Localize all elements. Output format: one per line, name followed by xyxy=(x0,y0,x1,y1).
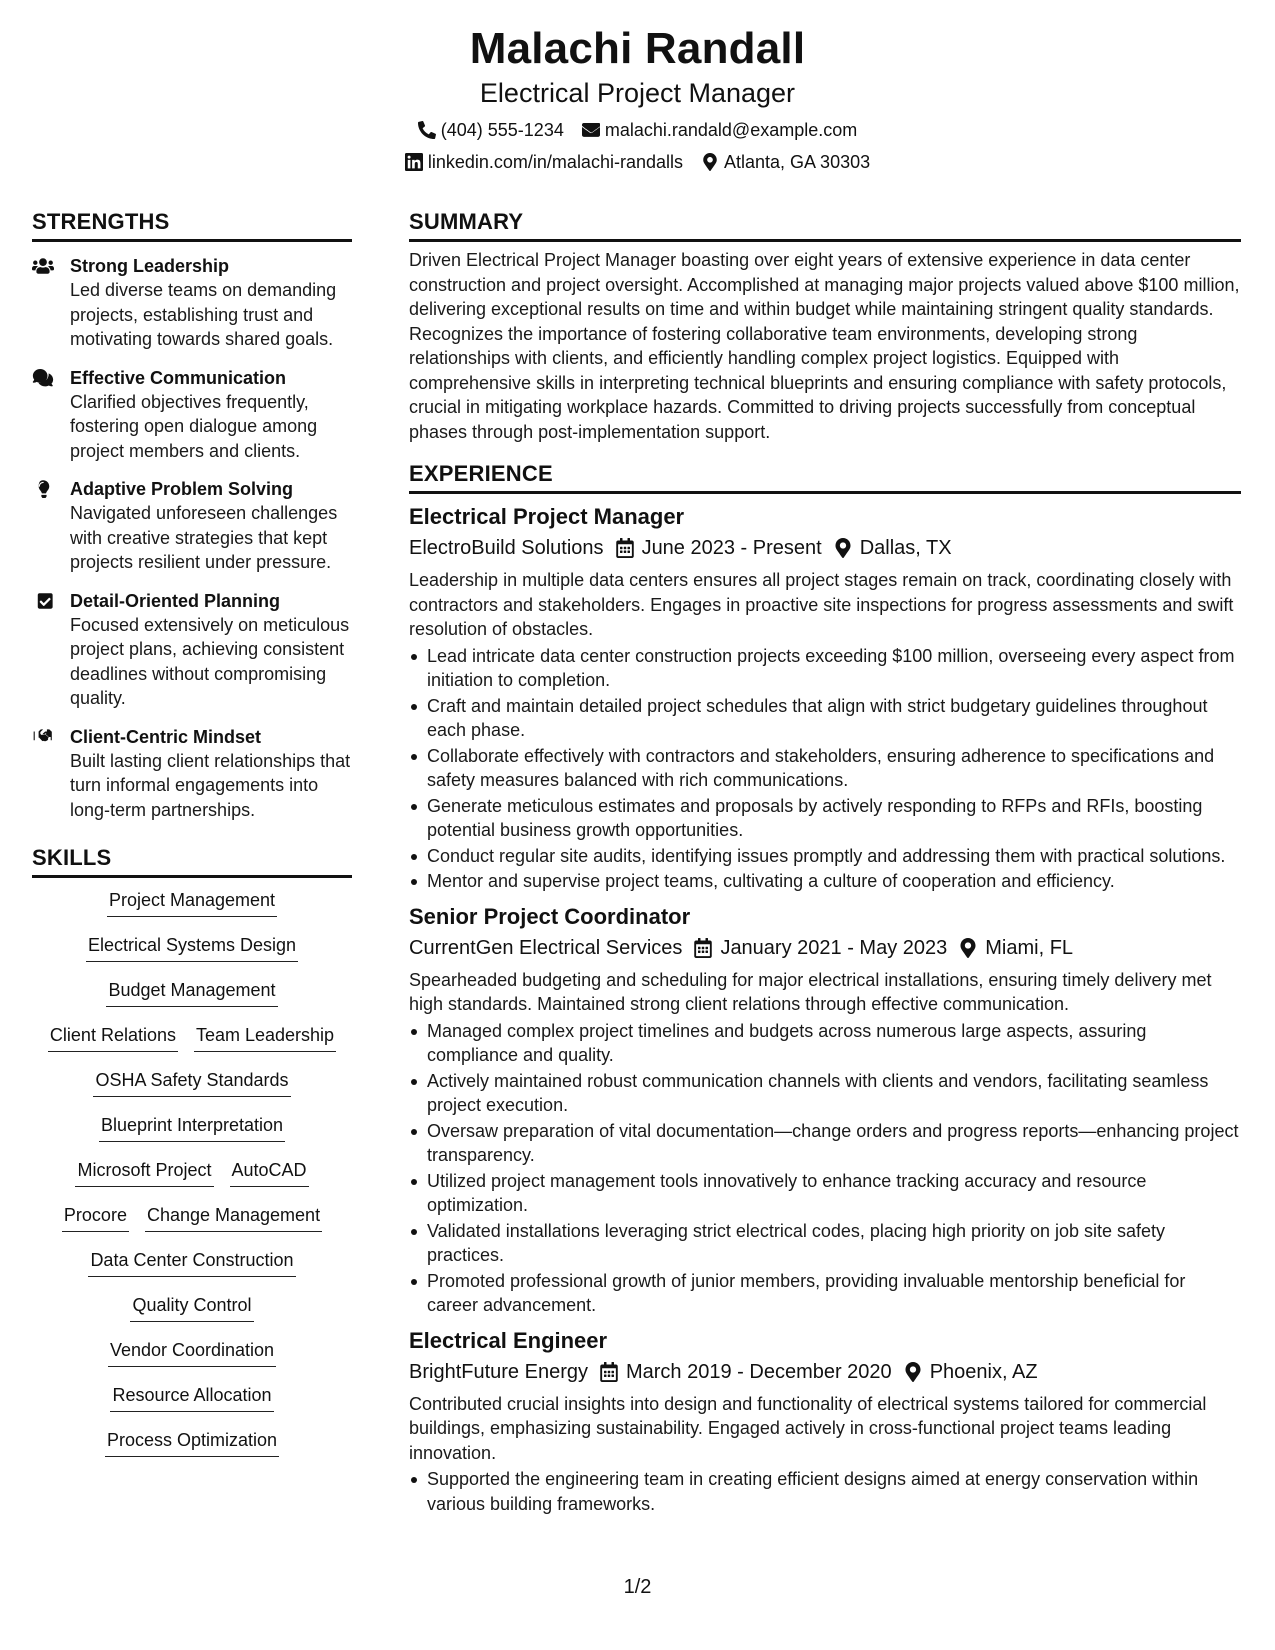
skill-tag: Process Optimization xyxy=(105,1428,279,1457)
comments-icon xyxy=(32,369,54,387)
lightbulb-icon xyxy=(32,480,54,498)
job-location: Phoenix, AZ xyxy=(929,1360,1038,1383)
strength-title: Effective Communication xyxy=(70,367,287,388)
calendar-icon xyxy=(694,938,712,958)
map-pin-icon xyxy=(904,1362,922,1382)
job-location: Dallas, TX xyxy=(859,537,952,559)
strength-title: Strong Leadership xyxy=(70,256,230,276)
contact-linkedin[interactable] xyxy=(405,150,683,174)
job-bullets xyxy=(409,1467,1241,1516)
strength-item xyxy=(32,477,352,575)
bullet-item: Supported the engineering team in creating efficient designs aimed at energy conservation within various building frameworks. xyxy=(409,1467,1241,1516)
skill-tag: Blueprint Interpretation xyxy=(99,1113,285,1142)
resume-header xyxy=(0,22,1275,174)
bullet-item: Promoted professional growth of junior members, providing invaluable mentorship beneficial for career advancement. xyxy=(409,1269,1241,1318)
email-text: malachi.randald@example.com xyxy=(604,120,858,140)
bullet-item: Collaborate effectively with contractors and stakeholders, ensuring adherence to specifications and safety measures balanced with rich communications. xyxy=(409,744,1241,793)
job-dates: January 2021 - May 2023 xyxy=(720,936,948,959)
job-entry xyxy=(409,1326,1241,1517)
job-dates: March 2019 - December 2020 xyxy=(625,1360,892,1383)
contact-row-1 xyxy=(0,118,1275,142)
skills-row xyxy=(75,1158,308,1203)
summary-heading: SUMMARY xyxy=(409,208,1241,242)
skills-heading: SKILLS xyxy=(32,844,352,878)
bullet-item: Oversaw preparation of vital documentation—change orders and progress reports—enhancing project transparency. xyxy=(409,1119,1241,1168)
page-number: 1/2 xyxy=(623,1576,652,1598)
strength-item xyxy=(32,589,352,711)
skills-row xyxy=(130,1293,253,1338)
skills-row xyxy=(108,1338,276,1383)
users-icon xyxy=(32,257,54,275)
bullet-item: Lead intricate data center construction projects exceeding $100 million, overseeing every aspect from initiation to completion. xyxy=(409,644,1241,693)
candidate-title: Electrical Project Manager xyxy=(479,78,796,108)
map-pin-icon xyxy=(959,938,977,958)
job-meta xyxy=(409,934,1241,962)
bullet-item: Mentor and supervise project teams, cultivating a culture of cooperation and efficiency. xyxy=(409,869,1241,894)
linkedin-text: linkedin.com/in/malachi-randalls xyxy=(427,152,683,172)
bullet-item: Managed complex project timelines and budgets across numerous large aspects, assuring compliance and quality. xyxy=(409,1019,1241,1068)
bullet-item: Validated installations leveraging strict electrical codes, placing high priority on job site safety practices. xyxy=(409,1219,1241,1268)
skill-tag: Budget Management xyxy=(106,978,277,1007)
skill-tag: Change Management xyxy=(145,1203,322,1232)
bullet-item: Utilized project management tools innovatively to enhance tracking accuracy and resource optimization. xyxy=(409,1169,1241,1218)
strengths-list xyxy=(32,254,352,822)
skills-row xyxy=(99,1113,285,1158)
job-company: ElectroBuild Solutions xyxy=(409,537,604,559)
skill-tag: OSHA Safety Standards xyxy=(93,1068,290,1097)
strength-desc: Navigated unforeseen challenges with creative strategies that kept projects resilient under pressure. xyxy=(70,503,338,572)
skills-row xyxy=(107,888,277,933)
strength-item xyxy=(32,366,352,464)
skill-tag: Resource Allocation xyxy=(110,1383,273,1412)
job-entry xyxy=(409,502,1241,894)
skills-row xyxy=(86,933,298,978)
skills-row xyxy=(88,1248,295,1293)
skills-row xyxy=(62,1203,322,1248)
skill-tag: Project Management xyxy=(107,888,277,917)
experience-heading: EXPERIENCE xyxy=(409,460,1241,494)
skill-tag: Data Center Construction xyxy=(88,1248,295,1277)
skill-tag: Team Leadership xyxy=(194,1023,336,1052)
left-column xyxy=(32,208,352,1473)
strength-item xyxy=(32,725,352,823)
skill-tag: Quality Control xyxy=(130,1293,253,1322)
right-column xyxy=(409,208,1241,1517)
checkbox-icon xyxy=(32,592,54,610)
handshake-icon xyxy=(32,728,54,746)
skill-tag: Microsoft Project xyxy=(75,1158,213,1187)
skill-tag: Vendor Coordination xyxy=(108,1338,276,1367)
phone-icon xyxy=(418,121,436,139)
strength-title: Client-Centric Mindset xyxy=(70,726,262,747)
job-bullets xyxy=(409,1019,1241,1318)
skill-tag: Procore xyxy=(62,1203,129,1232)
job-title: Senior Project Coordinator xyxy=(409,903,691,929)
job-entry xyxy=(409,902,1241,1318)
strength-desc: Led diverse teams on demanding projects, establishing trust and motivating towards shared goals. xyxy=(70,280,337,349)
job-dates: June 2023 - Present xyxy=(641,537,822,559)
job-title: Electrical Engineer xyxy=(409,1327,608,1353)
job-meta xyxy=(409,534,1241,562)
strengths-heading: STRENGTHS xyxy=(32,208,352,242)
skills-row xyxy=(48,1023,336,1068)
job-meta xyxy=(409,1358,1241,1386)
envelope-icon xyxy=(582,121,600,139)
job-description: Leadership in multiple data centers ensures all project stages remain on track, coordinating closely with contractors and stakeholders. Engages in proactive site inspections for progress assessments and swift resolution of obstacles. xyxy=(409,570,1234,639)
calendar-icon xyxy=(600,1362,618,1382)
map-pin-icon xyxy=(834,538,852,558)
job-company: CurrentGen Electrical Services xyxy=(409,936,683,959)
linkedin-icon xyxy=(405,153,423,171)
skill-tag: Electrical Systems Design xyxy=(86,933,298,962)
location-text: Atlanta, GA 30303 xyxy=(724,152,871,172)
map-pin-icon xyxy=(701,153,719,171)
contact-email[interactable] xyxy=(582,118,857,142)
skill-tag: Client Relations xyxy=(48,1023,178,1052)
skill-tag: AutoCAD xyxy=(230,1158,309,1187)
job-bullets xyxy=(409,644,1241,894)
contact-phone xyxy=(418,118,564,142)
bullet-item: Conduct regular site audits, identifying issues promptly and addressing them with practical solutions. xyxy=(409,844,1241,869)
skills-row xyxy=(105,1428,279,1473)
job-title: Electrical Project Manager xyxy=(409,504,685,529)
strength-title: Adaptive Problem Solving xyxy=(70,479,294,499)
strength-desc: Clarified objectives frequently, fostering open dialogue among project members and clients. xyxy=(70,391,318,461)
phone-text: (404) 555-1234 xyxy=(440,120,564,140)
summary-text: Driven Electrical Project Manager boasting over eight years of extensive experience in data center construction and project oversight. Accomplished at managing major projects valued above $100 million, delivering exceptional results on time and within budget while maintaining stringent quality standards. Recognizes the importance of fostering collaborative team environments, developing strong relationships with clients, and efficiently handling complex project logistics. Equipped with comprehensive skills in interpreting technical blueprints and ensuring compliance with safety protocols, crucial in mitigating workplace hazards. Committed to driving projects successfully from conceptual phases through post-implementation support. xyxy=(409,250,1240,442)
strength-desc: Built lasting client relationships that turn informal engagements into long-term partnerships. xyxy=(70,750,351,820)
bullet-item: Actively maintained robust communication channels with clients and vendors, facilitating seamless project execution. xyxy=(409,1069,1241,1118)
job-location: Miami, FL xyxy=(985,936,1074,959)
job-description: Contributed crucial insights into design and functionality of electrical systems tailored for commercial buildings, emphasizing sustainability. Engaged actively in cross-functional project teams leading innovation. xyxy=(409,1393,1207,1463)
strength-item xyxy=(32,254,352,352)
job-description: Spearheaded budgeting and scheduling for major electrical installations, ensuring timely delivery met high standards. Maintained strong client relations through effective communication. xyxy=(409,969,1212,1014)
candidate-name: Malachi Randall xyxy=(469,24,806,73)
skills-list xyxy=(32,888,352,1473)
skills-row xyxy=(110,1383,273,1428)
bullet-item: Generate meticulous estimates and proposals by actively responding to RFPs and RFIs, boosting potential business growth opportunities. xyxy=(409,794,1241,843)
skills-row xyxy=(93,1068,290,1113)
calendar-icon xyxy=(616,538,634,558)
bullet-item: Craft and maintain detailed project schedules that align with strict budgetary guidelines throughout each phase. xyxy=(409,694,1241,743)
contact-row-2 xyxy=(0,150,1275,174)
job-company: BrightFuture Energy xyxy=(409,1360,588,1383)
strength-title: Detail-Oriented Planning xyxy=(70,590,281,611)
skills-row xyxy=(106,978,277,1023)
contact-location xyxy=(701,150,870,174)
strength-desc: Focused extensively on meticulous project plans, achieving consistent deadlines without compromising quality. xyxy=(70,614,350,708)
